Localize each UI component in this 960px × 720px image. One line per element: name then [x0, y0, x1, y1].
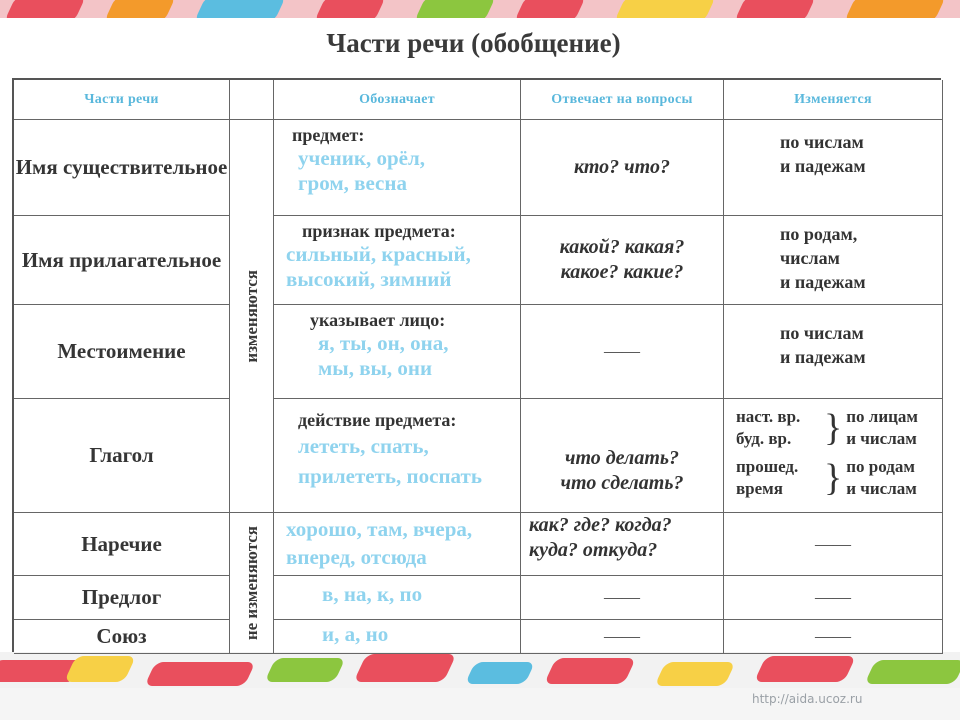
row-name-adjective: Имя прилагательное: [14, 216, 230, 305]
row-questions-conjunction: ——: [521, 620, 724, 654]
header-part: Части речи: [14, 80, 230, 120]
verb-change-group-past: прошед. время } по родам и числам: [736, 457, 917, 499]
row-changes-preposition: ——: [724, 576, 943, 620]
header-blank: [230, 80, 274, 120]
row-means-adverb: хорошо, там, вчера, вперед, отсюда: [274, 513, 521, 576]
row-questions-pronoun: ——: [521, 305, 724, 399]
row-changes-pronoun: по числам и падежам: [724, 305, 943, 399]
row-name-adverb: Наречие: [14, 513, 230, 576]
brace-icon: }: [824, 407, 843, 449]
row-means-adjective: признак предмета: сильный, красный, высокий, зимний: [274, 216, 521, 305]
top-decor-strip: [0, 0, 960, 18]
row-name-pronoun: Местоимение: [14, 305, 230, 399]
row-questions-verb: что делать? что сделать?: [521, 399, 724, 513]
header-answers: Отвечает на вопросы: [521, 80, 724, 120]
watermark-url: http://aida.ucoz.ru: [752, 692, 863, 706]
row-changes-conjunction: ——: [724, 620, 943, 654]
row-means-pronoun: указывает лицо: я, ты, он, она, мы, вы, они: [274, 305, 521, 399]
row-name-verb: Глагол: [14, 399, 230, 513]
verb-change-group-present-future: наст. вр. буд. вр. } по лицам и числам: [736, 407, 919, 449]
row-changes-noun: по числам и падежам: [724, 120, 943, 216]
row-means-noun: предмет: ученик, орёл, гром, весна: [274, 120, 521, 216]
row-name-preposition: Предлог: [14, 576, 230, 620]
row-name-noun: Имя существительное: [14, 120, 230, 216]
header-means: Обозначает: [274, 80, 521, 120]
row-changes-adjective: по родам, числам и падежам: [724, 216, 943, 305]
bottom-decor-strip: [0, 652, 960, 720]
page-title: Части речи (обобщение): [326, 28, 621, 58]
header-changes: Изменяется: [724, 80, 943, 120]
row-questions-noun: кто? что?: [521, 120, 724, 216]
group-changeable: изменяются: [230, 120, 274, 513]
row-changes-adverb: ——: [724, 513, 943, 576]
row-questions-adverb: как? где? когда? куда? откуда?: [521, 513, 724, 576]
row-questions-preposition: ——: [521, 576, 724, 620]
row-name-conjunction: Союз: [14, 620, 230, 654]
group-unchangeable: не изменяются: [230, 513, 274, 654]
row-means-preposition: в, на, к, по: [274, 576, 521, 620]
row-changes-verb: [724, 399, 943, 513]
row-questions-adjective: какой? какая? какое? какие?: [521, 216, 724, 305]
brace-icon: }: [824, 457, 843, 499]
parts-of-speech-table: [12, 78, 941, 652]
slide: [6, 18, 941, 652]
row-means-conjunction: и, а, но: [274, 620, 521, 654]
row-means-verb: действие предмета: лететь, спать, прилететь, поспать: [274, 399, 521, 513]
